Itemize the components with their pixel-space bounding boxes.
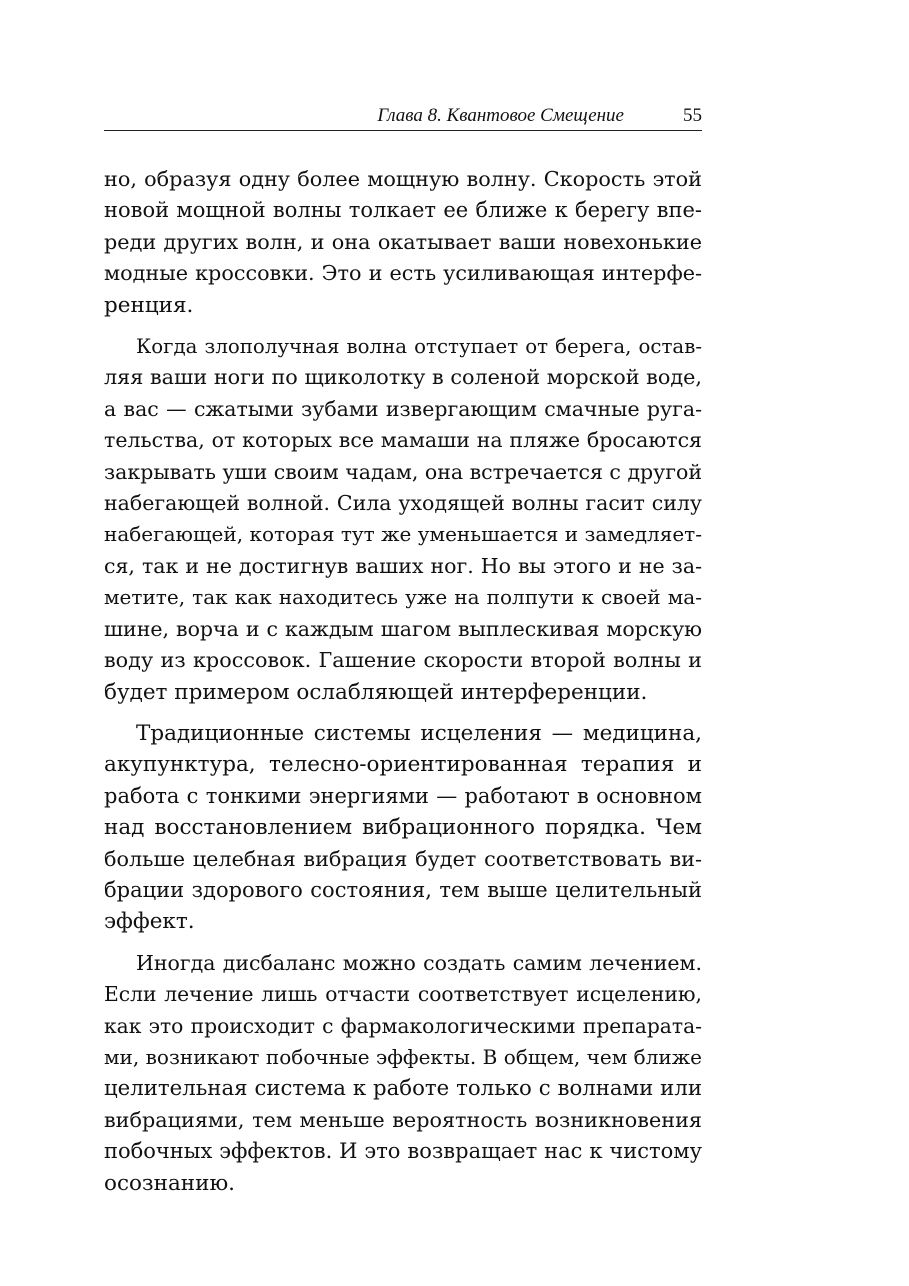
text-line: набегающей, которая тут же уменьшается и замедляет- xyxy=(104,522,702,547)
text-line: акупунктура, телесно-ориентированная терапия и xyxy=(104,752,702,778)
text-line: вибрациями, тем меньше вероятность возникновения xyxy=(104,1107,702,1132)
page-number: 55 xyxy=(683,105,702,126)
text-line: как это происходит с фармакологическими препарата- xyxy=(104,1013,702,1038)
text-line: эффект. xyxy=(104,909,195,935)
text-line: шине, ворча и с каждым шагом выплескивая морскую xyxy=(104,616,702,641)
text-line: реди других волн, и она окатывает ваши новехонькие xyxy=(104,229,702,254)
paragraph-2 xyxy=(104,331,702,708)
text-line: над восстановлением вибрационного порядка. Чем xyxy=(104,815,702,841)
text-line: ренция. xyxy=(104,292,194,318)
text-line: будет примером ослабляющей интерференции. xyxy=(104,679,648,705)
text-line: тельства, от которых все мамаши на пляже бросаются xyxy=(104,428,702,453)
paragraph-3 xyxy=(104,718,702,938)
text-line: закрывать уши своим чадам, она встречается с другой xyxy=(104,459,702,484)
text-line: набегающей волной. Сила уходящей волны гасит силу xyxy=(104,491,702,516)
text-line: ми, возникают побочные эффекты. В общем, чем ближе xyxy=(104,1044,702,1069)
paragraph-1 xyxy=(104,164,702,321)
text-line: метите, так как находитесь уже на полпути к своей ма- xyxy=(104,585,702,610)
text-line: брации здорового состояния, тем выше целительный xyxy=(104,877,702,902)
text-line: работа с тонкими энергиями — работают в основном xyxy=(104,783,702,808)
text-line: побочных эффектов. И это возвращает нас к чистому xyxy=(104,1139,702,1164)
text-line: но, образуя одну более мощную волну. Скорость этой xyxy=(104,167,702,191)
text-line: осознанию. xyxy=(104,1170,236,1196)
text-line: ся, так и не достигнув ваших ног. Но вы этого и не за- xyxy=(104,553,702,578)
text-line: а вас — сжатыми зубами извергающим смачные руга- xyxy=(104,396,702,421)
text-line: Если лечение лишь отчасти соответствует исцелению, xyxy=(104,982,702,1007)
paragraph-4 xyxy=(104,948,702,1199)
text-line: Когда злополучная волна отступает от берега, остав- xyxy=(136,335,702,359)
text-line: ляя ваши ноги по щиколотку в соленой морской воде, xyxy=(104,365,702,390)
running-header xyxy=(104,104,702,131)
text-line: воду из кроссовок. Гашение скорости второй волны и xyxy=(104,648,702,673)
text-line: Иногда дисбаланс можно создать самим лечением. xyxy=(136,950,702,975)
text-line: модные кроссовки. Это и есть усиливающая интерфе- xyxy=(104,261,702,286)
text-line: целительная система к работе только с волнами или xyxy=(104,1076,702,1102)
chapter-title: Глава 8. Квантовое Смещение xyxy=(377,105,624,126)
body-text xyxy=(104,164,702,1199)
text-line: больше целебная вибрация будет соответствовать ви- xyxy=(104,846,702,871)
text-line: новой мощной волны толкает ее ближе к берегу впе- xyxy=(104,198,702,223)
text-line: Традиционные системы исцеления — медицина, xyxy=(136,720,702,746)
